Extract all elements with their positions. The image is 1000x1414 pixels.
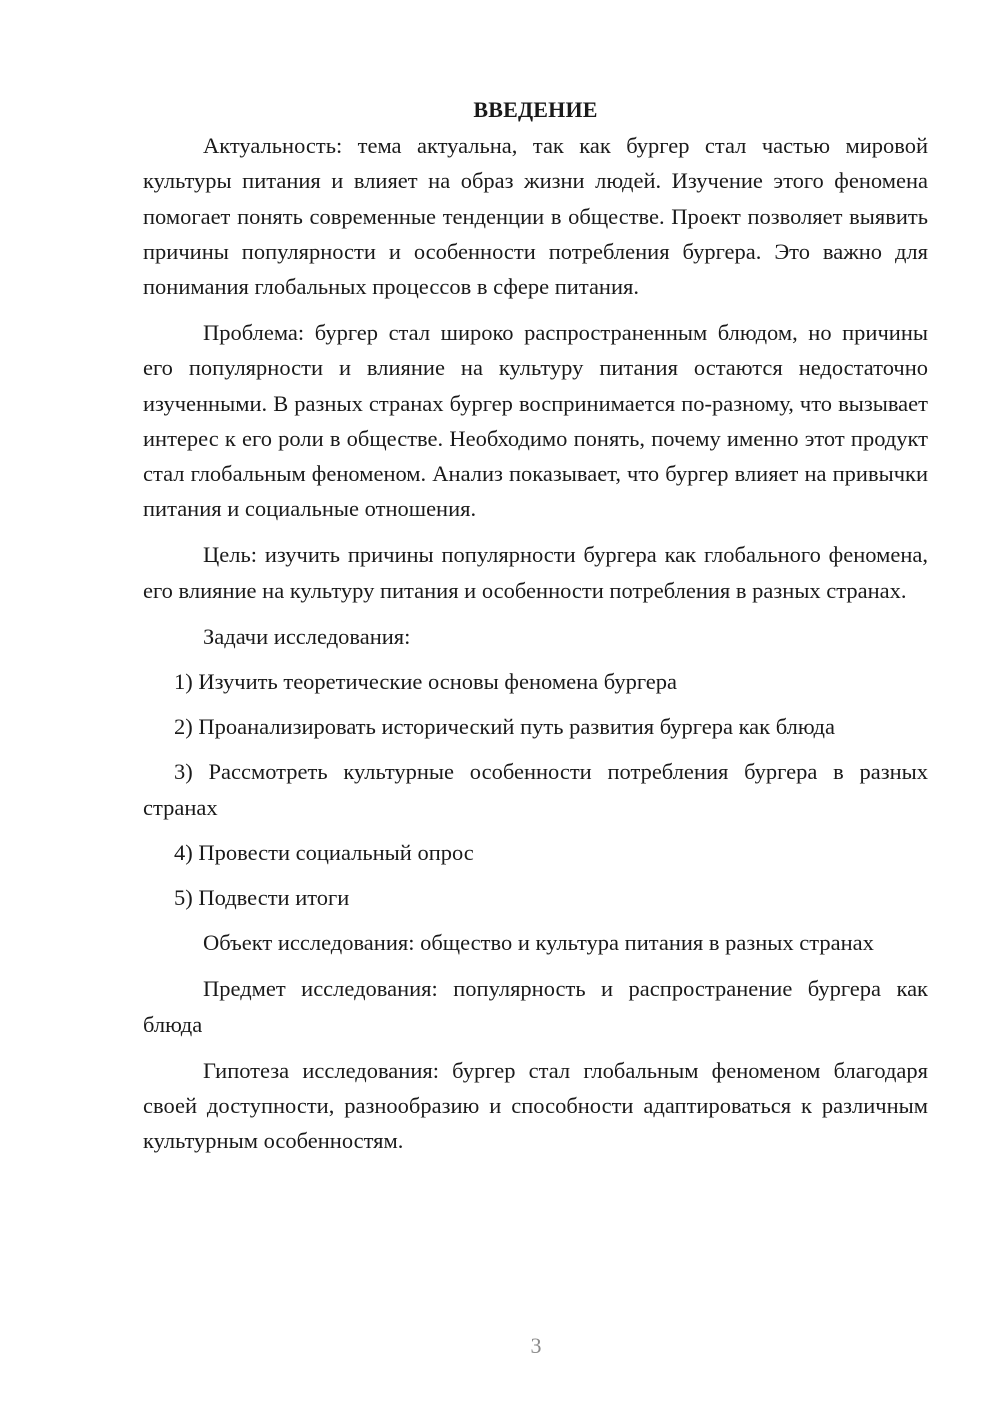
document-page xyxy=(143,92,928,1169)
task-item: 2) Проанализировать исторический путь развития бургера как блюда xyxy=(174,714,835,740)
tasks-heading: Задачи исследования: xyxy=(203,623,411,649)
task-item: 5) Подвести итоги xyxy=(174,885,350,911)
problem-paragraph: Проблема: бургер стал широко распространенным блюдом, но причины его популярности и влияние на культуру питания остаются недостаточно изученными. В разных странах бургер воспринимается по-разному, что вызывает интерес к его роли в обществе. Необходимо понять, почему именно этот продукт стал глобальным феноменом. Анализ показывает, что бургер влияет на привычки питания и социальные отношения. xyxy=(143,320,928,522)
hypothesis-paragraph: Гипотеза исследования: бургер стал глобальным феноменом благодаря своей доступности, разнообразию и способности адаптироваться к различным культурным особенностям. xyxy=(143,1057,928,1154)
tasks-list xyxy=(143,664,928,915)
page-number: 3 xyxy=(530,1333,542,1358)
task-item: 1) Изучить теоретические основы феномена бургера xyxy=(174,669,677,695)
object-paragraph: Объект исследования: общество и культура питания в разных странах xyxy=(203,930,874,956)
goal-paragraph: Цель: изучить причины популярности бургера как глобального феномена, его влияние на культуру питания и особенности потребления в разных странах. xyxy=(143,542,928,603)
task-item: 3) Рассмотреть культурные особенности потребления бургера в разных странах xyxy=(143,759,928,820)
subject-paragraph: Предмет исследования: популярность и распространение бургера как блюда xyxy=(143,976,928,1037)
task-item: 4) Провести социальный опрос xyxy=(174,839,474,865)
relevance-paragraph: Актуальность: тема актуальна, так как бургер стал частью мировой культуры питания и влияет на образ жизни людей. Изучение этого феномена помогает понять современные тенденции в обществе. Проект позволяет выявить причины популярности и особенности потребления бургера. Это важно для понимания глобальных процессов в сфере питания. xyxy=(143,133,928,300)
section-title: ВВЕДЕНИЕ xyxy=(473,97,598,122)
